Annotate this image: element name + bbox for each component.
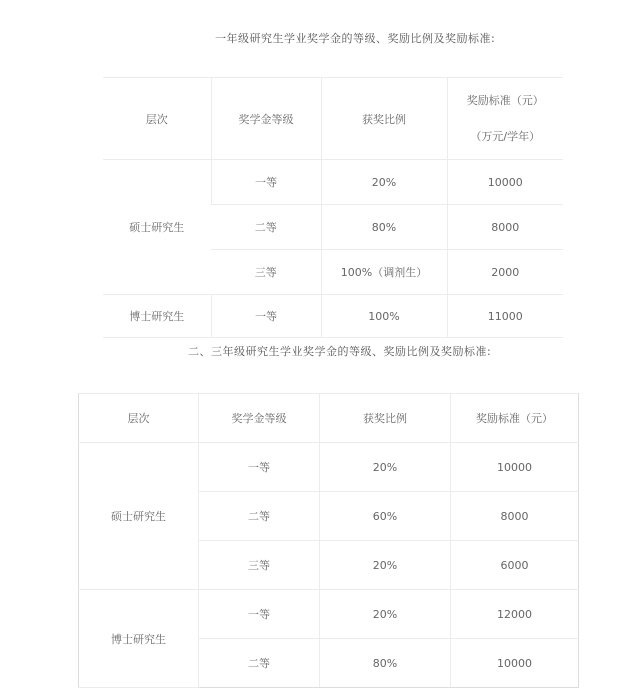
amount-cell: 10000 xyxy=(451,639,579,688)
grade-cell: 二等 xyxy=(211,205,321,250)
ratio-cell: 80% xyxy=(320,639,451,688)
grade-cell: 三等 xyxy=(211,250,321,295)
amount-cell: 10000 xyxy=(447,160,563,205)
header-amount-line1: 奖励标准（元） xyxy=(466,93,544,107)
table-header-row xyxy=(79,394,579,443)
level-doctor: 博士研究生 xyxy=(79,590,199,688)
ratio-cell: 100%（调剂生） xyxy=(321,250,447,295)
grade-cell: 一等 xyxy=(199,443,320,492)
grade-cell: 一等 xyxy=(199,590,320,639)
header-amount-line2: （万元/学年） xyxy=(470,129,541,143)
amount-cell: 11000 xyxy=(447,295,563,338)
level-doctor: 博士研究生 xyxy=(103,295,211,338)
grade-cell: 一等 xyxy=(211,160,321,205)
header-ratio: 获奖比例 xyxy=(321,78,447,160)
grade-cell: 一等 xyxy=(211,295,321,338)
amount-cell: 8000 xyxy=(451,492,579,541)
amount-cell: 10000 xyxy=(451,443,579,492)
ratio-cell: 20% xyxy=(321,160,447,205)
table-row xyxy=(79,443,579,492)
amount-cell: 6000 xyxy=(451,541,579,590)
ratio-cell: 60% xyxy=(320,492,451,541)
amount-cell: 12000 xyxy=(451,590,579,639)
heading-first-year: 一年级研究生学业奖学金的等级、奖励比例及奖励标准: xyxy=(215,32,496,45)
level-master: 硕士研究生 xyxy=(79,443,199,590)
table-row xyxy=(103,160,563,205)
ratio-cell: 80% xyxy=(321,205,447,250)
header-amount xyxy=(447,78,563,160)
table-header-row xyxy=(103,78,563,160)
grade-cell: 二等 xyxy=(199,492,320,541)
table-row xyxy=(103,295,563,338)
amount-cell: 8000 xyxy=(447,205,563,250)
header-ratio: 获奖比例 xyxy=(320,394,451,443)
header-level: 层次 xyxy=(79,394,199,443)
ratio-cell: 20% xyxy=(320,443,451,492)
first-year-scholarship-table xyxy=(103,77,563,338)
ratio-cell: 20% xyxy=(320,541,451,590)
header-level: 层次 xyxy=(103,78,211,160)
level-master: 硕士研究生 xyxy=(103,160,211,295)
table-row xyxy=(79,590,579,639)
second-third-year-scholarship-table xyxy=(78,393,579,688)
header-grade: 奖学金等级 xyxy=(199,394,320,443)
header-amount: 奖励标准（元） xyxy=(451,394,579,443)
ratio-cell: 20% xyxy=(320,590,451,639)
grade-cell: 三等 xyxy=(199,541,320,590)
header-grade: 奖学金等级 xyxy=(211,78,321,160)
ratio-cell: 100% xyxy=(321,295,447,338)
grade-cell: 二等 xyxy=(199,639,320,688)
heading-second-third-year: 二、三年级研究生学业奖学金的等级、奖励比例及奖励标准: xyxy=(188,345,492,358)
amount-cell: 2000 xyxy=(447,250,563,295)
